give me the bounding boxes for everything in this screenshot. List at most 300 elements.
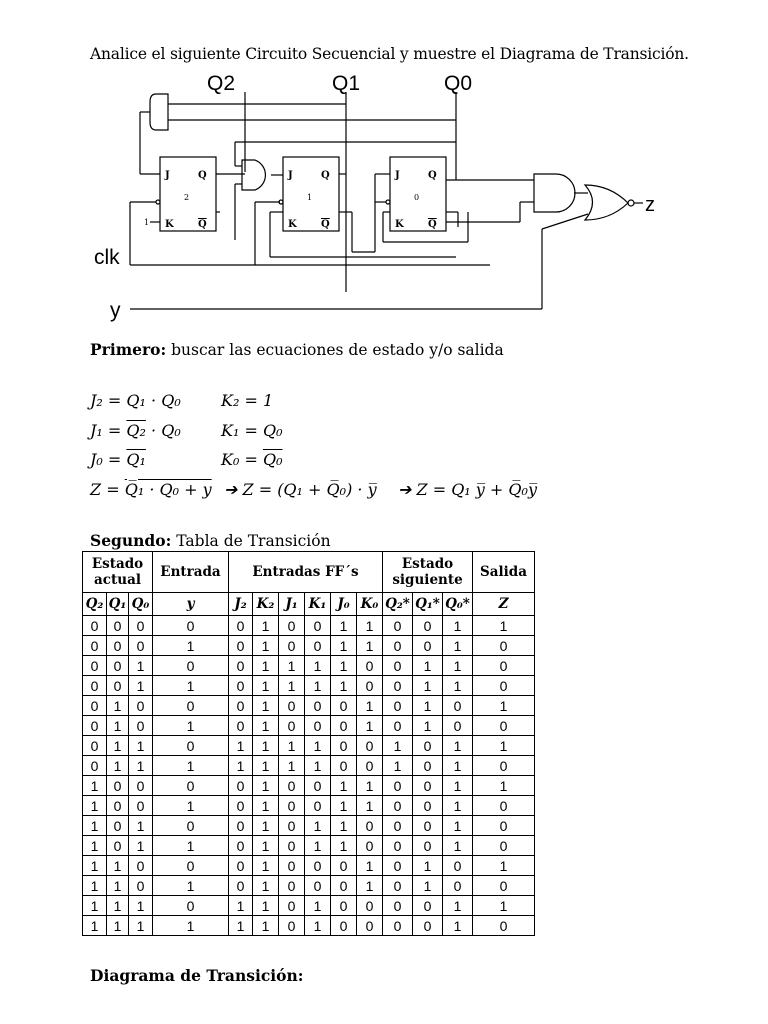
table-cell: 0	[107, 656, 129, 676]
y-input-label: y	[110, 299, 121, 322]
table-cell: 1	[305, 896, 331, 916]
var-header: Q₁*	[413, 593, 443, 616]
table-cell: 0	[153, 896, 229, 916]
var-header: K₁	[305, 593, 331, 616]
table-cell: 0	[153, 856, 229, 876]
table-cell: 0	[383, 876, 413, 896]
table-cell: 0	[383, 856, 413, 876]
table-cell: 0	[279, 916, 305, 936]
table-cell: 1	[331, 796, 357, 816]
table-cell: 1	[305, 816, 331, 836]
table-cell: 0	[413, 816, 443, 836]
table-cell: 1	[443, 656, 473, 676]
table-cell: 0	[229, 656, 253, 676]
table-cell: 1	[153, 796, 229, 816]
table-cell: 0	[279, 716, 305, 736]
table-cell: 1	[253, 736, 279, 756]
svg-text:1: 1	[307, 193, 313, 202]
table-cell: 1	[357, 856, 383, 876]
z-output-label: z	[645, 194, 655, 216]
table-cell: 0	[383, 836, 413, 856]
step-one-description: buscar las ecuaciones de estado y/o salida	[166, 341, 504, 359]
table-cell: 0	[129, 776, 153, 796]
table-cell: 1	[153, 756, 229, 776]
table-cell: 1	[443, 796, 473, 816]
table-cell: 0	[383, 816, 413, 836]
table-cell: 1	[357, 716, 383, 736]
table-row	[83, 876, 535, 896]
svg-text:J: J	[288, 170, 293, 181]
table-cell: 0	[129, 616, 153, 636]
equation-k2: K₂ = 1	[221, 391, 274, 410]
step-two-label: Segundo:	[90, 531, 172, 550]
var-header: Q₀*	[443, 593, 473, 616]
table-cell: 1	[253, 856, 279, 876]
table-cell: 1	[413, 696, 443, 716]
table-cell: 1	[107, 716, 129, 736]
table-cell: 0	[129, 796, 153, 816]
svg-text:J: J	[165, 170, 170, 181]
table-cell: 1	[253, 816, 279, 836]
table-cell: 0	[83, 736, 107, 756]
table-cell: 1	[383, 756, 413, 776]
table-cell: 1	[229, 736, 253, 756]
table-cell: 0	[473, 816, 535, 836]
table-cell: 0	[279, 856, 305, 876]
table-cell: 0	[413, 616, 443, 636]
header-estado-actual: Estado actual	[83, 552, 153, 593]
table-cell: 0	[305, 776, 331, 796]
table-cell: 0	[153, 776, 229, 796]
step-one-label: Primero:	[90, 340, 167, 359]
svg-text:Q: Q	[428, 219, 437, 230]
table-cell: 0	[129, 876, 153, 896]
table-cell: 0	[413, 836, 443, 856]
table-cell: 1	[107, 736, 129, 756]
table-cell: 1	[107, 696, 129, 716]
var-header: Q₁	[107, 593, 129, 616]
table-cell: 0	[305, 796, 331, 816]
table-cell: 1	[83, 836, 107, 856]
table-cell: 0	[83, 756, 107, 776]
svg-text:Q: Q	[428, 170, 437, 181]
table-cell: 0	[383, 696, 413, 716]
header-entrada: Entrada	[153, 552, 229, 593]
table-cell: 0	[129, 636, 153, 656]
equation-z3: ➔ Z = Q₁ y̅ + Q̅₀y̅	[398, 480, 537, 499]
table-cell: 0	[383, 796, 413, 816]
table-row	[83, 636, 535, 656]
table-cell: 1	[229, 896, 253, 916]
table-cell: 0	[229, 876, 253, 896]
table-cell: 1	[383, 736, 413, 756]
table-cell: 0	[383, 616, 413, 636]
table-cell: 0	[279, 636, 305, 656]
var-header: J₂	[229, 593, 253, 616]
table-cell: 0	[383, 656, 413, 676]
table-cell: 0	[473, 636, 535, 656]
table-cell: 1	[253, 876, 279, 896]
table-cell: 0	[331, 716, 357, 736]
table-cell: 1	[129, 836, 153, 856]
var-header: J₀	[331, 593, 357, 616]
table-cell: 1	[153, 636, 229, 656]
transition-table	[82, 551, 535, 936]
table-cell: 1	[83, 796, 107, 816]
table-cell: 1	[153, 916, 229, 936]
step-two-description: Tabla de Transición	[171, 532, 331, 550]
sequential-circuit-diagram	[90, 62, 655, 322]
table-cell: 0	[413, 896, 443, 916]
table-cell: 1	[443, 916, 473, 936]
table-cell: 1	[83, 916, 107, 936]
header-estado-siguiente: Estado siguiente	[383, 552, 473, 593]
table-cell: 0	[443, 876, 473, 896]
table-cell: 1	[253, 676, 279, 696]
table-cell: 1	[413, 876, 443, 896]
table-cell: 1	[413, 716, 443, 736]
table-cell: 1	[253, 776, 279, 796]
table-cell: 0	[383, 636, 413, 656]
table-cell: 1	[253, 716, 279, 736]
table-row	[83, 856, 535, 876]
table-cell: 0	[153, 696, 229, 716]
table-cell: 0	[331, 896, 357, 916]
equation-k1: K₁ = Q₀	[221, 421, 283, 440]
table-cell: 0	[357, 836, 383, 856]
table-cell: 1	[279, 736, 305, 756]
table-cell: 1	[279, 676, 305, 696]
equation-j0: J₀ = Q₁	[90, 450, 146, 469]
table-cell: 0	[473, 796, 535, 816]
table-cell: 1	[107, 756, 129, 776]
table-cell: 1	[83, 816, 107, 836]
table-cell: 0	[107, 636, 129, 656]
svg-text:1: 1	[144, 218, 150, 227]
table-cell: 0	[107, 616, 129, 636]
table-row	[83, 796, 535, 816]
table-cell: 1	[473, 736, 535, 756]
table-cell: 1	[279, 656, 305, 676]
table-cell: 0	[443, 856, 473, 876]
var-header: J₁	[279, 593, 305, 616]
table-cell: 0	[357, 916, 383, 936]
table-cell: 1	[331, 676, 357, 696]
table-cell: 0	[305, 856, 331, 876]
table-cell: 0	[357, 816, 383, 836]
table-cell: 1	[331, 776, 357, 796]
diagram-title: Diagrama de Transición:	[90, 966, 304, 985]
table-cell: 1	[253, 696, 279, 716]
table-cell: 1	[129, 756, 153, 776]
table-cell: 1	[129, 896, 153, 916]
table-row	[83, 916, 535, 936]
table-cell: 0	[229, 856, 253, 876]
table-cell: 0	[413, 736, 443, 756]
var-header: K₂	[253, 593, 279, 616]
table-cell: 1	[305, 656, 331, 676]
table-cell: 1	[413, 856, 443, 876]
table-cell: 0	[279, 896, 305, 916]
table-cell: 0	[83, 696, 107, 716]
table-cell: 0	[443, 716, 473, 736]
table-cell: 1	[107, 856, 129, 876]
table-cell: 0	[331, 736, 357, 756]
table-cell: 0	[357, 656, 383, 676]
table-cell: 0	[129, 716, 153, 736]
table-cell: 1	[443, 756, 473, 776]
table-cell: 1	[413, 676, 443, 696]
var-header: Q₀	[129, 593, 153, 616]
table-row	[83, 816, 535, 836]
table-cell: 1	[473, 896, 535, 916]
table-cell: 0	[83, 656, 107, 676]
table-cell: 1	[305, 916, 331, 936]
table-cell: 0	[229, 696, 253, 716]
var-header: Q₂	[83, 593, 107, 616]
table-cell: 0	[83, 616, 107, 636]
table-cell: 1	[473, 696, 535, 716]
table-cell: 1	[83, 776, 107, 796]
table-cell: 0	[229, 796, 253, 816]
svg-text:K: K	[395, 219, 404, 230]
table-cell: 0	[107, 676, 129, 696]
table-cell: 0	[383, 716, 413, 736]
table-cell: 0	[153, 616, 229, 636]
table-cell: 0	[153, 816, 229, 836]
q1-label: Q1	[332, 72, 361, 95]
table-cell: 1	[443, 776, 473, 796]
table-cell: 1	[129, 916, 153, 936]
table-cell: 0	[331, 756, 357, 776]
table-cell: 1	[443, 636, 473, 656]
step-one-text	[90, 340, 504, 359]
table-cell: 1	[253, 616, 279, 636]
table-cell: 1	[357, 636, 383, 656]
table-cell: 1	[253, 796, 279, 816]
table-cell: 1	[83, 856, 107, 876]
table-cell: 1	[443, 816, 473, 836]
table-cell: 1	[305, 756, 331, 776]
table-cell: 0	[279, 616, 305, 636]
table-cell: 0	[107, 816, 129, 836]
table-cell: 0	[107, 796, 129, 816]
table-cell: 0	[305, 716, 331, 736]
svg-text:0: 0	[414, 193, 420, 202]
table-cell: 1	[83, 896, 107, 916]
table-cell: 1	[107, 916, 129, 936]
table-cell: 1	[331, 636, 357, 656]
table-cell: 0	[279, 696, 305, 716]
table-cell: 0	[107, 776, 129, 796]
table-cell: 0	[129, 856, 153, 876]
table-cell: 1	[443, 836, 473, 856]
table-cell: 0	[357, 736, 383, 756]
table-cell: 1	[357, 876, 383, 896]
step-two-text	[90, 531, 331, 550]
var-header: Z	[473, 593, 535, 616]
table-cell: 1	[305, 736, 331, 756]
table-cell: 0	[229, 836, 253, 856]
table-cell: 1	[83, 876, 107, 896]
table-cell: 0	[357, 676, 383, 696]
table-cell: 0	[305, 696, 331, 716]
table-cell: 0	[279, 836, 305, 856]
table-cell: 0	[129, 696, 153, 716]
table-cell: 0	[279, 876, 305, 896]
table-cell: 1	[413, 656, 443, 676]
table-cell: 1	[279, 756, 305, 776]
table-cell: 1	[129, 676, 153, 696]
table-cell: 0	[357, 756, 383, 776]
table-cell: 0	[229, 776, 253, 796]
table-cell: 1	[107, 896, 129, 916]
table-cell: 0	[473, 836, 535, 856]
table-cell: 1	[253, 656, 279, 676]
table-cell: 0	[331, 856, 357, 876]
svg-text:J: J	[395, 170, 400, 181]
output-bubble	[628, 200, 634, 206]
header-entradas-ff: Entradas FF´s	[229, 552, 383, 593]
table-cell: 0	[413, 776, 443, 796]
table-cell: 0	[305, 616, 331, 636]
table-cell: 0	[305, 636, 331, 656]
svg-text:Q: Q	[321, 170, 330, 181]
svg-text:Q: Q	[198, 219, 207, 230]
table-cell: 1	[229, 916, 253, 936]
table-cell: 0	[153, 656, 229, 676]
clk-label: clk	[94, 246, 120, 269]
table-cell: 1	[153, 836, 229, 856]
table-cell: 0	[279, 776, 305, 796]
table-cell: 0	[413, 916, 443, 936]
table-cell: 1	[253, 636, 279, 656]
svg-text:2: 2	[184, 193, 190, 202]
table-cell: 1	[305, 676, 331, 696]
table-cell: 1	[473, 856, 535, 876]
table-cell: 0	[413, 636, 443, 656]
and-gate-j2	[150, 94, 168, 130]
table-cell: 0	[331, 696, 357, 716]
equation-j1: J₁ = Q₂ · Q₀	[90, 421, 181, 440]
and-gate-z	[534, 174, 575, 212]
table-row	[83, 736, 535, 756]
table-cell: 0	[473, 676, 535, 696]
table-cell: 1	[253, 916, 279, 936]
var-header: Q₂*	[383, 593, 413, 616]
table-cell: 0	[473, 756, 535, 776]
table-cell: 1	[129, 736, 153, 756]
svg-text:K: K	[165, 219, 174, 230]
table-row	[83, 716, 535, 736]
table-cell: 0	[473, 916, 535, 936]
table-cell: 0	[229, 676, 253, 696]
table-cell: 1	[153, 876, 229, 896]
table-cell: 1	[473, 776, 535, 796]
table-cell: 0	[413, 756, 443, 776]
table-cell: 1	[129, 816, 153, 836]
header-salida: Salida	[473, 552, 535, 593]
table-cell: 1	[443, 616, 473, 636]
table-row	[83, 896, 535, 916]
table-row	[83, 676, 535, 696]
page-heading: Analice el siguiente Circuito Secuencial y muestre el Diagrama de Transición.	[90, 45, 689, 63]
table-cell: 1	[331, 836, 357, 856]
table-cell: 1	[331, 656, 357, 676]
svg-text:Q: Q	[321, 219, 330, 230]
table-cell: 0	[383, 776, 413, 796]
q2-label: Q2	[207, 72, 236, 95]
equation-j2: J₂ = Q₁ · Q₀	[90, 391, 181, 410]
table-cell: 0	[473, 716, 535, 736]
table-row	[83, 656, 535, 676]
equation-k0: K₀ = Q₀	[221, 450, 283, 469]
table-cell: 0	[83, 716, 107, 736]
table-cell: 0	[383, 896, 413, 916]
table-cell: 1	[153, 716, 229, 736]
table-cell: 1	[443, 896, 473, 916]
table-cell: 0	[229, 816, 253, 836]
table-cell: 1	[357, 696, 383, 716]
q0-label: Q0	[444, 72, 473, 95]
table-cell: 0	[443, 696, 473, 716]
table-cell: 1	[229, 756, 253, 776]
table-cell: 1	[153, 676, 229, 696]
var-header: y	[153, 593, 229, 616]
table-cell: 0	[331, 916, 357, 936]
svg-text:Q: Q	[198, 170, 207, 181]
table-cell: 1	[357, 796, 383, 816]
table-cell: 0	[279, 816, 305, 836]
table-cell: 0	[107, 836, 129, 856]
table-cell: 0	[153, 736, 229, 756]
table-cell: 1	[357, 616, 383, 636]
table-row	[83, 776, 535, 796]
table-cell: 1	[107, 876, 129, 896]
table-row	[83, 756, 535, 776]
table-cell: 0	[279, 796, 305, 816]
table-row	[83, 616, 535, 636]
table-cell: 0	[357, 896, 383, 916]
table-cell: 0	[473, 876, 535, 896]
table-cell: 1	[129, 656, 153, 676]
table-row	[83, 696, 535, 716]
table-cell: 1	[443, 676, 473, 696]
table-cell: 0	[229, 636, 253, 656]
or-gate-z	[585, 185, 628, 220]
table-cell: 0	[383, 676, 413, 696]
table-cell: 1	[305, 836, 331, 856]
table-cell: 0	[473, 656, 535, 676]
table-cell: 0	[331, 876, 357, 896]
table-cell: 0	[383, 916, 413, 936]
table-cell: 1	[253, 836, 279, 856]
table-cell: 1	[253, 756, 279, 776]
equation-z2: ➔ Z = (Q₁ + Q̅₀) · y̅	[224, 480, 377, 499]
table-cell: 0	[83, 676, 107, 696]
table-cell: 1	[443, 736, 473, 756]
table-row	[83, 836, 535, 856]
table-cell: 0	[229, 616, 253, 636]
table-cell: 1	[331, 816, 357, 836]
svg-text:K: K	[288, 219, 297, 230]
table-cell: 1	[473, 616, 535, 636]
equation-z1: Z = Q̅₁ · Q₀ + y	[90, 480, 212, 499]
var-header: K₀	[357, 593, 383, 616]
table-cell: 0	[305, 876, 331, 896]
table-cell: 1	[253, 896, 279, 916]
table-cell: 1	[331, 616, 357, 636]
